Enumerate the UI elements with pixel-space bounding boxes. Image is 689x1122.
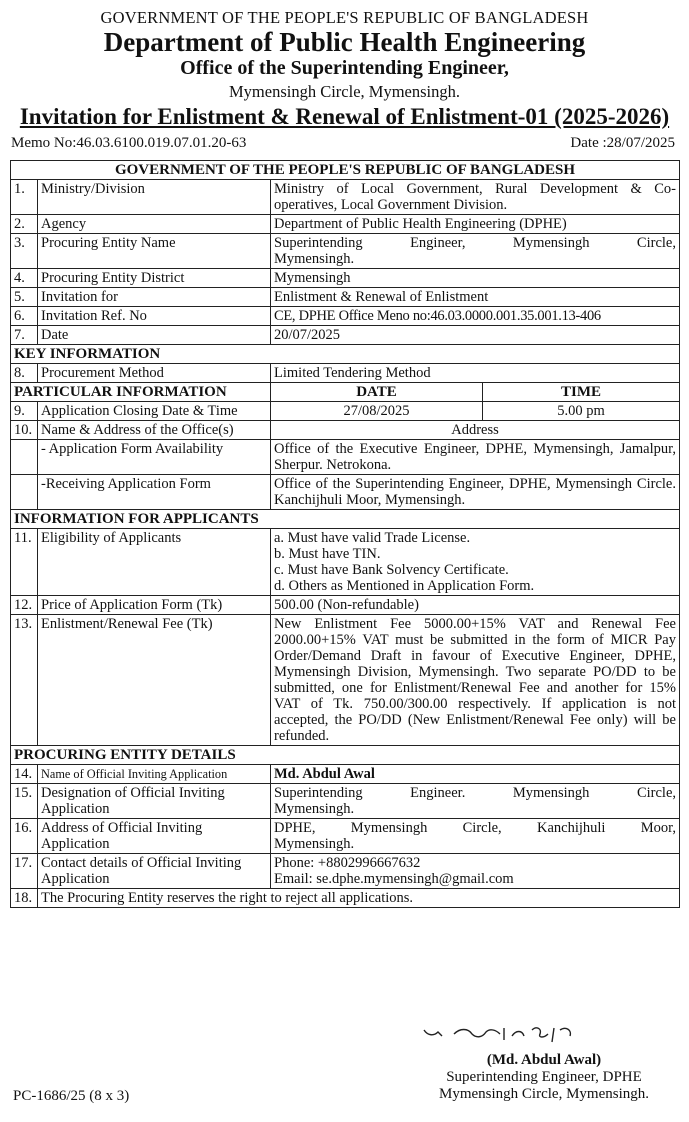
row-number: 3. [11, 234, 38, 269]
header-office: Office of the Superintending Engineer, [180, 57, 509, 79]
row-number: 12. [11, 596, 38, 615]
row-number: 13. [11, 615, 38, 746]
section-row [11, 345, 680, 364]
table-row [11, 596, 680, 615]
row-label: - Application Form Availability [38, 440, 271, 475]
header-circle: Mymensingh Circle, Mymensingh. [229, 82, 460, 101]
memo-number: Memo No:46.03.6100.019.07.01.20-63 [11, 135, 247, 151]
signature-block [439, 1052, 649, 1103]
row-number: 9. [11, 402, 38, 421]
list-item: c. Must have Bank Solvency Certificate. [274, 562, 509, 578]
table-row [11, 307, 680, 326]
eligibility-list [271, 529, 680, 596]
contact-details [271, 854, 680, 889]
time-column-header: TIME [483, 383, 680, 402]
row-label: Price of Application Form (Tk) [38, 596, 271, 615]
table-row [11, 765, 680, 784]
row-number [11, 475, 38, 510]
row-number: 5. [11, 288, 38, 307]
handwritten-signature [420, 1022, 600, 1046]
row-number: 2. [11, 215, 38, 234]
row-value: DPHE, Mymensingh Circle, Kanchijhuli Moor, Mymensingh. [271, 819, 680, 854]
row-value: Department of Public Health Engineering (DPHE) [271, 215, 680, 234]
row-value: Mymensingh [271, 269, 680, 288]
row-label: Invitation Ref. No [38, 307, 271, 326]
signatory-office: Mymensingh Circle, Mymensingh. [439, 1086, 649, 1102]
row-label: Designation of Official Inviting Application [38, 784, 271, 819]
table-row [11, 819, 680, 854]
table-row [11, 421, 680, 440]
closing-date: 27/08/2025 [271, 402, 483, 421]
row-value: Enlistment & Renewal of Enlistment [271, 288, 680, 307]
row-label: Procuring Entity District [38, 269, 271, 288]
table-title: GOVERNMENT OF THE PEOPLE'S REPUBLIC OF BANGLADESH [11, 161, 680, 180]
table-row [11, 288, 680, 307]
row-number: 14. [11, 765, 38, 784]
row-value: Superintending Engineer. Mymensingh Circle, Mymensingh. [271, 784, 680, 819]
row-number: 6. [11, 307, 38, 326]
list-item: d. Others as Mentioned in Application Form. [274, 578, 535, 594]
row-number: 11. [11, 529, 38, 596]
table-row [11, 364, 680, 383]
section-row [11, 383, 680, 402]
header-government: GOVERNMENT OF THE PEOPLE'S REPUBLIC OF BANGLADESH [100, 8, 589, 27]
row-value: Address [271, 421, 680, 440]
row-label: Contact details of Official Inviting Application [38, 854, 271, 889]
signatory-name: (Md. Abdul Awal) [486, 1052, 602, 1068]
row-label: Name of Official Inviting Application [38, 765, 271, 784]
table-row [11, 402, 680, 421]
row-number: 18. [11, 889, 38, 908]
signatory-title: Superintending Engineer, DPHE [446, 1069, 642, 1085]
table-row [11, 529, 680, 596]
row-value: New Enlistment Fee 5000.00+15% VAT and Renewal Fee 2000.00+15% VAT must be submitted in the form of MICR Pay Order/Demand Draft in favour of Executive Engineer, DPHE, Mymensingh Division, Mymensingh. Two separate PO/DD to be submitted, one for Enlistment/Renewal Fee and another for 15% VAT of Tk. 750.00/300.00 respectively. If application is not accepted, the PO/DD (New Enlistment/Renewal Fee only) will be refunded. [271, 615, 680, 746]
list-item: a. Must have valid Trade License. [274, 530, 471, 546]
pc-reference: PC-1686/25 (8 x 3) [13, 1088, 130, 1104]
row-value: Superintending Engineer, Mymensingh Circle, Mymensingh. [271, 234, 680, 269]
row-value: The Procuring Entity reserves the right to reject all applications. [38, 889, 680, 908]
table-row [11, 326, 680, 345]
table-row [11, 889, 680, 908]
row-label: Eligibility of Applicants [38, 529, 271, 596]
table-title-row [11, 161, 680, 180]
row-label: Address of Official Inviting Application [38, 819, 271, 854]
table-row [11, 854, 680, 889]
section-key-information: KEY INFORMATION [11, 345, 680, 364]
row-value: 20/07/2025 [271, 326, 680, 345]
row-label: Ministry/Division [38, 180, 271, 215]
section-row [11, 510, 680, 529]
table-row [11, 234, 680, 269]
table-row [11, 215, 680, 234]
contact-email: Email: se.dphe.mymensingh@gmail.com [274, 871, 514, 887]
row-label: Agency [38, 215, 271, 234]
row-label: Application Closing Date & Time [38, 402, 271, 421]
row-label: Procurement Method [38, 364, 271, 383]
table-row [11, 784, 680, 819]
notice-title: Invitation for Enlistment & Renewal of Enlistment-01 (2025-2026) [19, 104, 670, 129]
section-row [11, 746, 680, 765]
row-number: 4. [11, 269, 38, 288]
row-label: Procuring Entity Name [38, 234, 271, 269]
header-department: Department of Public Health Engineering [103, 27, 586, 57]
row-label: -Receiving Application Form [38, 475, 271, 510]
table-row [11, 440, 680, 475]
row-number: 10. [11, 421, 38, 440]
row-value: Ministry of Local Government, Rural Development & Co-operatives, Local Government Division. [271, 180, 680, 215]
row-value: Md. Abdul Awal [271, 765, 680, 784]
table-row [11, 180, 680, 215]
row-number: 7. [11, 326, 38, 345]
row-number: 15. [11, 784, 38, 819]
memo-date: Date :28/07/2025 [570, 135, 675, 151]
section-particular-information: PARTICULAR INFORMATION [11, 383, 271, 402]
row-number: 16. [11, 819, 38, 854]
row-value: CE, DPHE Office Meno no:46.03.0000.001.35.001.13-406 [271, 307, 680, 326]
list-item: b. Must have TIN. [274, 546, 381, 562]
table-row [11, 475, 680, 510]
closing-time: 5.00 pm [483, 402, 680, 421]
row-number [11, 440, 38, 475]
row-value: Limited Tendering Method [271, 364, 680, 383]
row-number: 1. [11, 180, 38, 215]
row-label: Invitation for [38, 288, 271, 307]
contact-phone: Phone: +8802996667632 [274, 855, 421, 871]
row-value: 500.00 (Non-refundable) [271, 596, 680, 615]
row-label: Date [38, 326, 271, 345]
section-procuring-entity-details: PROCURING ENTITY DETAILS [11, 746, 680, 765]
row-value: Office of the Executive Engineer, DPHE, Mymensingh, Jamalpur, Sherpur. Netrokona. [271, 440, 680, 475]
table-row [11, 269, 680, 288]
row-label: Enlistment/Renewal Fee (Tk) [38, 615, 271, 746]
section-information-for-applicants: INFORMATION FOR APPLICANTS [11, 510, 680, 529]
row-number: 8. [11, 364, 38, 383]
row-number: 17. [11, 854, 38, 889]
row-value: Office of the Superintending Engineer, DPHE, Mymensingh Circle. Kanchijhuli Moor, Mymensingh. [271, 475, 680, 510]
date-column-header: DATE [271, 383, 483, 402]
table-row [11, 615, 680, 746]
row-label: Name & Address of the Office(s) [38, 421, 271, 440]
invitation-table [10, 160, 680, 908]
